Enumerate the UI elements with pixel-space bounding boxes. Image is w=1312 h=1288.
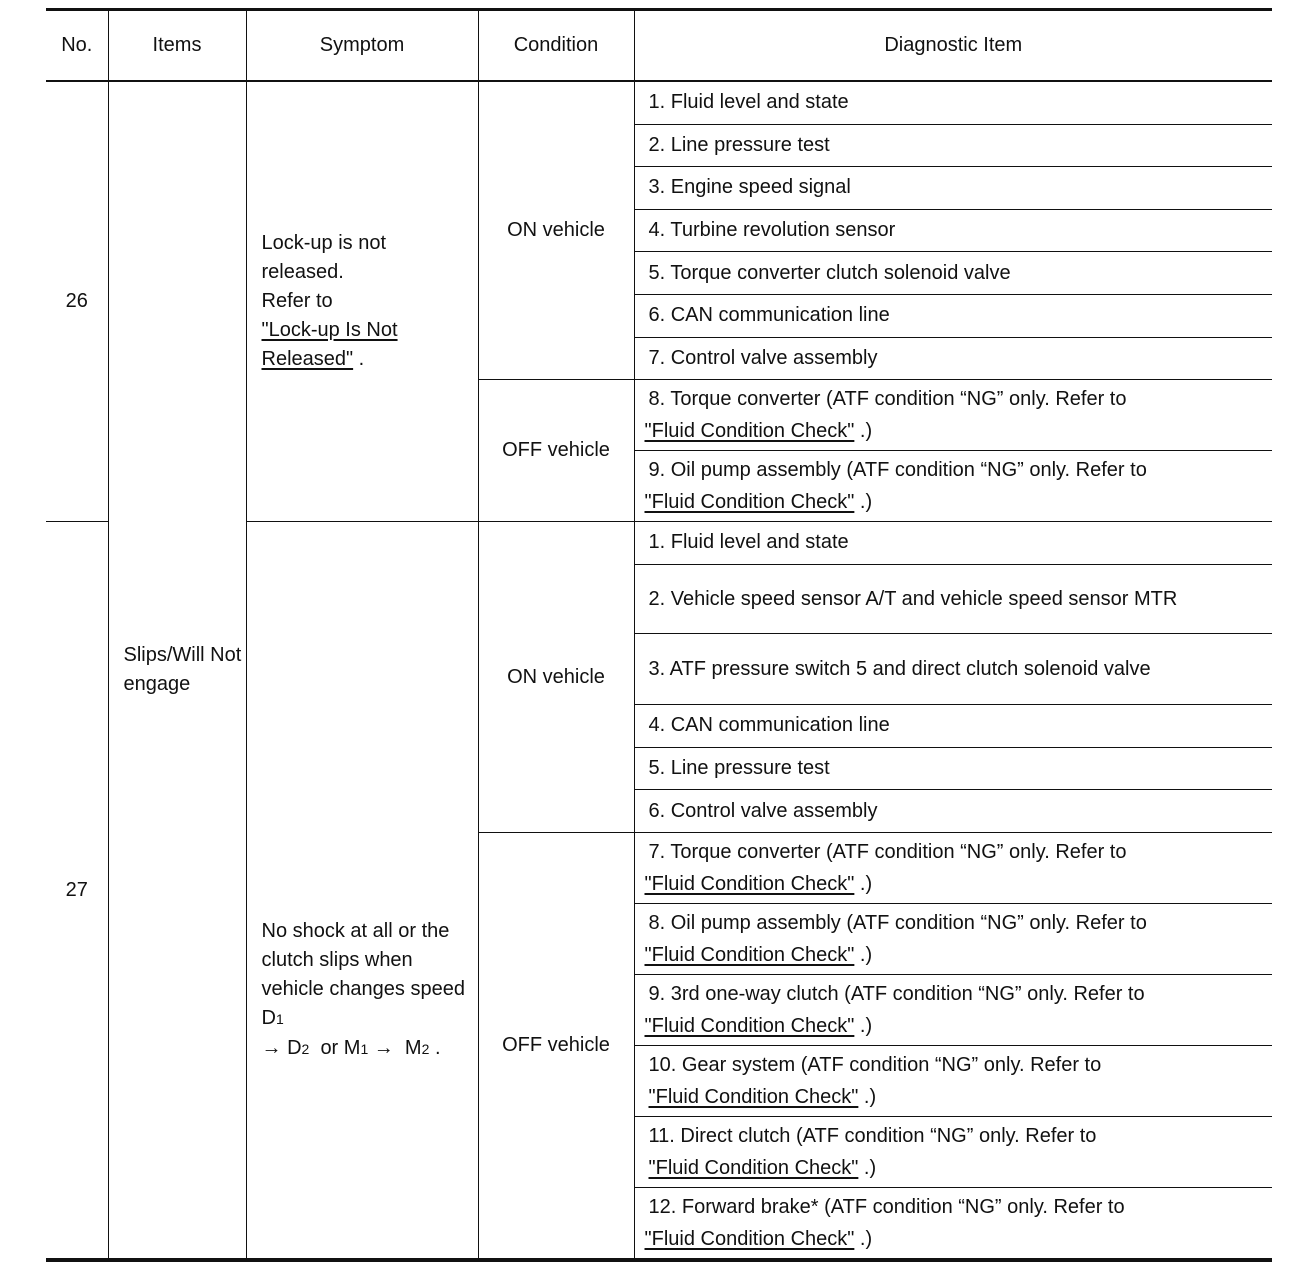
diag-item-end: .) <box>858 1156 877 1179</box>
diag-item: 3. Engine speed signal <box>634 167 1272 210</box>
diag-item <box>634 451 1272 522</box>
condition-on: ON vehicle <box>478 522 634 833</box>
header-items: Items <box>108 10 246 82</box>
diag-item-end: .) <box>854 420 873 443</box>
diag-item <box>634 903 1272 974</box>
fluid-check-link[interactable]: "Fluid Condition Check" <box>644 872 855 895</box>
symptom-text <box>262 917 468 1064</box>
symptom-end: . <box>434 1036 441 1059</box>
header-row <box>46 10 1272 82</box>
fluid-check-link[interactable]: "Fluid Condition Check" <box>648 1156 859 1179</box>
diag-item <box>634 1045 1272 1116</box>
diagnostic-table <box>46 8 1272 1262</box>
gear-m2: M <box>404 1036 422 1059</box>
diag-item: 6. CAN communication line <box>634 294 1272 337</box>
diag-item-text: 7. Torque converter (ATF condition “NG” only. Refer to <box>648 840 1127 863</box>
header-diagnostic-item: Diagnostic Item <box>634 10 1272 82</box>
diag-item <box>634 1116 1272 1187</box>
diag-item <box>634 380 1272 451</box>
diag-item: 6. Control valve assembly <box>634 790 1272 833</box>
condition-off: OFF vehicle <box>478 380 634 522</box>
symptom-refer: Refer to <box>261 290 333 313</box>
items-cell: Slips/Will Not engage <box>108 81 246 1260</box>
symptom-text: Lock-up is not released. <box>261 232 387 284</box>
diag-item-text: 9. Oil pump assembly (ATF condition “NG” only. Refer to <box>648 459 1147 482</box>
diag-item: 4. CAN communication line <box>634 705 1272 748</box>
row-number: 26 <box>46 81 108 522</box>
gear-m1: or M <box>320 1036 361 1059</box>
gear-d2: D <box>287 1036 302 1059</box>
lockup-link[interactable]: "Lock-up Is Not Released" <box>261 319 398 371</box>
sub-m1: 1 <box>360 1040 369 1057</box>
row-number: 27 <box>46 522 108 1260</box>
table-row <box>46 81 1272 124</box>
arrow-icon: → <box>261 1036 282 1059</box>
fluid-check-link[interactable]: "Fluid Condition Check" <box>648 1085 859 1108</box>
diag-item: 3. ATF pressure switch 5 and direct clutch solenoid valve <box>634 634 1272 705</box>
diag-item-text: 11. Direct clutch (ATF condition “NG” only. Refer to <box>648 1124 1097 1147</box>
diag-item-text: 12. Forward brake* (ATF condition “NG” only. Refer to <box>648 1195 1125 1218</box>
diag-item-text: 9. 3rd one-way clutch (ATF condition “NG” only. Refer to <box>648 982 1145 1005</box>
fluid-check-link[interactable]: "Fluid Condition Check" <box>644 420 855 443</box>
header-condition: Condition <box>478 10 634 82</box>
diag-item-end: .) <box>854 1014 873 1037</box>
diag-item-end: .) <box>854 872 873 895</box>
sub-d1: 1 <box>275 1010 284 1027</box>
diag-item-text: 8. Oil pump assembly (ATF condition “NG” only. Refer to <box>648 911 1147 934</box>
symptom-line: No shock at all or the clutch slips when vehicle changes speed D <box>261 919 465 1029</box>
diag-item: 2. Line pressure test <box>634 124 1272 167</box>
condition-on: ON vehicle <box>478 81 634 380</box>
sub-m2: 2 <box>421 1040 430 1057</box>
fluid-check-link[interactable]: "Fluid Condition Check" <box>644 1014 855 1037</box>
diag-item: 5. Line pressure test <box>634 747 1272 790</box>
arrow-icon: → <box>373 1036 394 1059</box>
diag-item: 1. Fluid level and state <box>634 522 1272 565</box>
header-symptom: Symptom <box>246 10 478 82</box>
diag-item: 1. Fluid level and state <box>634 81 1272 124</box>
diag-item <box>634 832 1272 903</box>
diag-item-text: 8. Torque converter (ATF condition “NG” only. Refer to <box>648 388 1127 411</box>
diag-item <box>634 1187 1272 1260</box>
diag-item-end: .) <box>854 1227 873 1250</box>
diag-item <box>634 974 1272 1045</box>
diag-item: 2. Vehicle speed sensor A/T and vehicle speed sensor MTR <box>634 565 1272 634</box>
diag-item: 7. Control valve assembly <box>634 337 1272 380</box>
fluid-check-link[interactable]: "Fluid Condition Check" <box>644 943 855 966</box>
header-no: No. <box>46 10 108 82</box>
diag-item-text: 10. Gear system (ATF condition “NG” only. Refer to <box>648 1053 1102 1076</box>
diag-item-end: .) <box>854 943 873 966</box>
diag-item-end: .) <box>854 491 873 514</box>
fluid-check-link[interactable]: "Fluid Condition Check" <box>644 1227 855 1250</box>
symptom-suffix: . <box>353 348 365 371</box>
diag-item: 4. Turbine revolution sensor <box>634 209 1272 252</box>
symptom-cell <box>246 81 478 522</box>
sub-d2: 2 <box>301 1040 310 1057</box>
fluid-check-link[interactable]: "Fluid Condition Check" <box>644 491 855 514</box>
diag-item-end: .) <box>858 1085 877 1108</box>
symptom-cell <box>246 522 478 1260</box>
diag-item: 5. Torque converter clutch solenoid valve <box>634 252 1272 295</box>
condition-off: OFF vehicle <box>478 832 634 1260</box>
